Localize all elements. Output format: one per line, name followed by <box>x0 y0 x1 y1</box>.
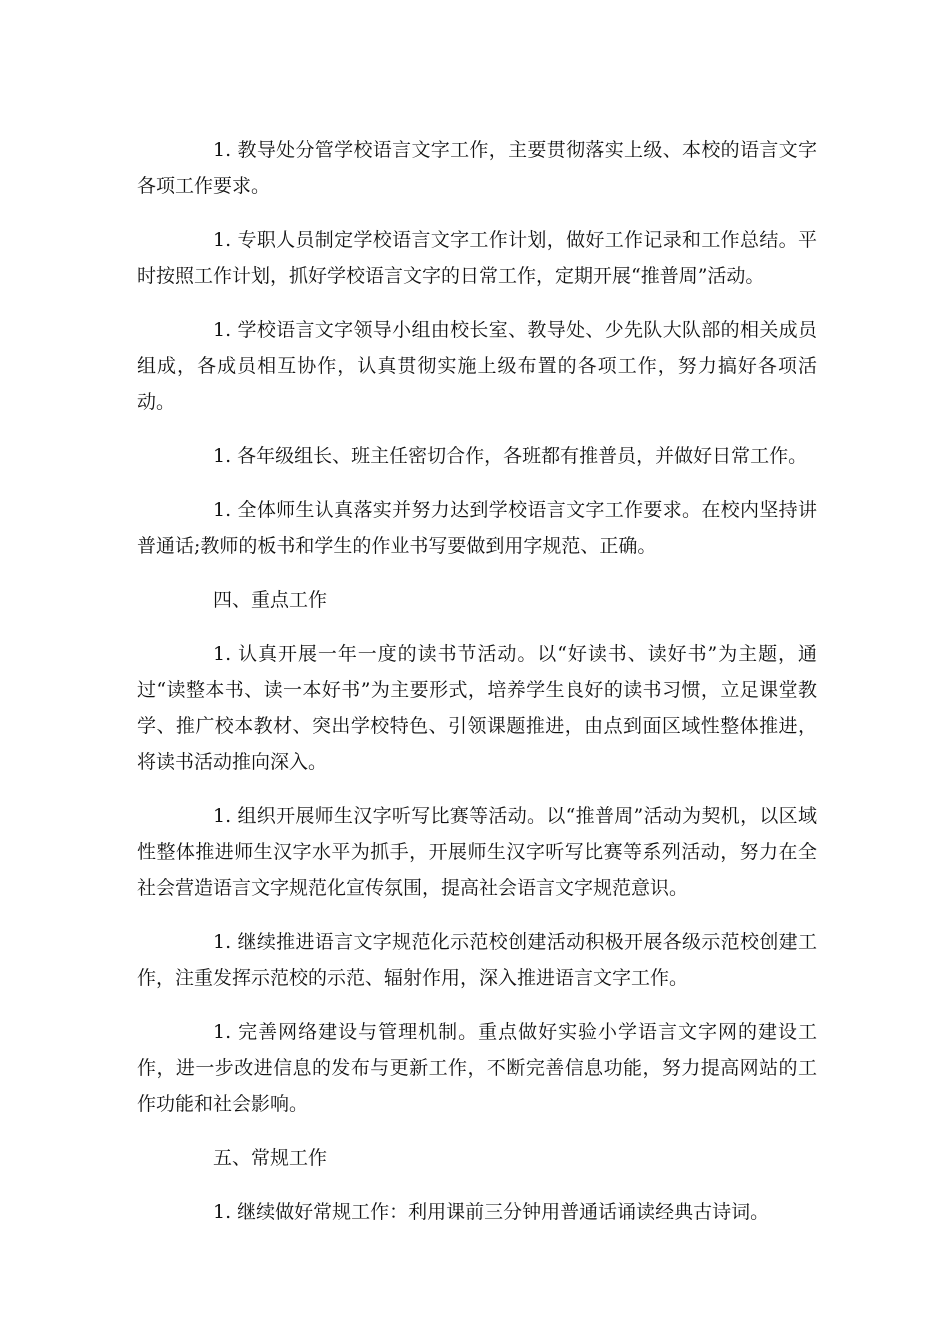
paragraph-4: 1. 各年级组长、班主任密切合作，各班都有推普员，并做好日常工作。 <box>213 445 808 467</box>
paragraph-6: 1. 认真开展一年一度的读书节活动。以“好读书、读好书”为主题，通过“读整本书、读一本好书”为主要形式，培养学生良好的读书习惯，立足课堂教学、推广校本教材、突出学校特色、引领课题推进，由点到面区域性整体推进，将读书活动推向深入。 <box>137 643 817 773</box>
paragraph-8: 1. 继续推进语言文字规范化示范校创建活动积极开展各级示范校创建工作，注重发挥示范校的示范、辐射作用，深入推进语言文字工作。 <box>137 931 817 989</box>
section-heading-key-work: 四、重点工作 <box>213 589 328 611</box>
paragraph-2: 1. 专职人员制定学校语言文字工作计划，做好工作记录和工作总结。平时按照工作计划，抓好学校语言文字的日常工作，定期开展“推普周”活动。 <box>137 229 817 287</box>
paragraph-10: 1. 继续做好常规工作：利用课前三分钟用普通话诵读经典古诗词。 <box>213 1201 770 1223</box>
paragraph-5: 1. 全体师生认真落实并努力达到学校语言文字工作要求。在校内坚持讲普通话;教师的板书和学生的作业书写要做到用字规范、正确。 <box>137 499 817 557</box>
paragraph-3: 1. 学校语言文字领导小组由校长室、教导处、少先队大队部的相关成员组成，各成员相互协作，认真贯彻实施上级布置的各项工作，努力搞好各项活动。 <box>137 319 817 413</box>
paragraph-9: 1. 完善网络建设与管理机制。重点做好实验小学语言文字网的建设工作，进一步改进信息的发布与更新工作，不断完善信息功能，努力提高网站的工作功能和社会影响。 <box>137 1021 817 1115</box>
section-heading-routine-work: 五、常规工作 <box>213 1147 328 1169</box>
paragraph-1: 1. 教导处分管学校语言文字工作，主要贯彻落实上级、本校的语言文字各项工作要求。 <box>137 139 817 197</box>
document-body <box>137 132 817 1248</box>
paragraph-7: 1. 组织开展师生汉字听写比赛等活动。以“推普周”活动为契机，以区域性整体推进师生汉字水平为抓手，开展师生汉字听写比赛等系列活动，努力在全社会营造语言文字规范化宣传氛围，提高社会语言文字规范意识。 <box>137 805 817 899</box>
